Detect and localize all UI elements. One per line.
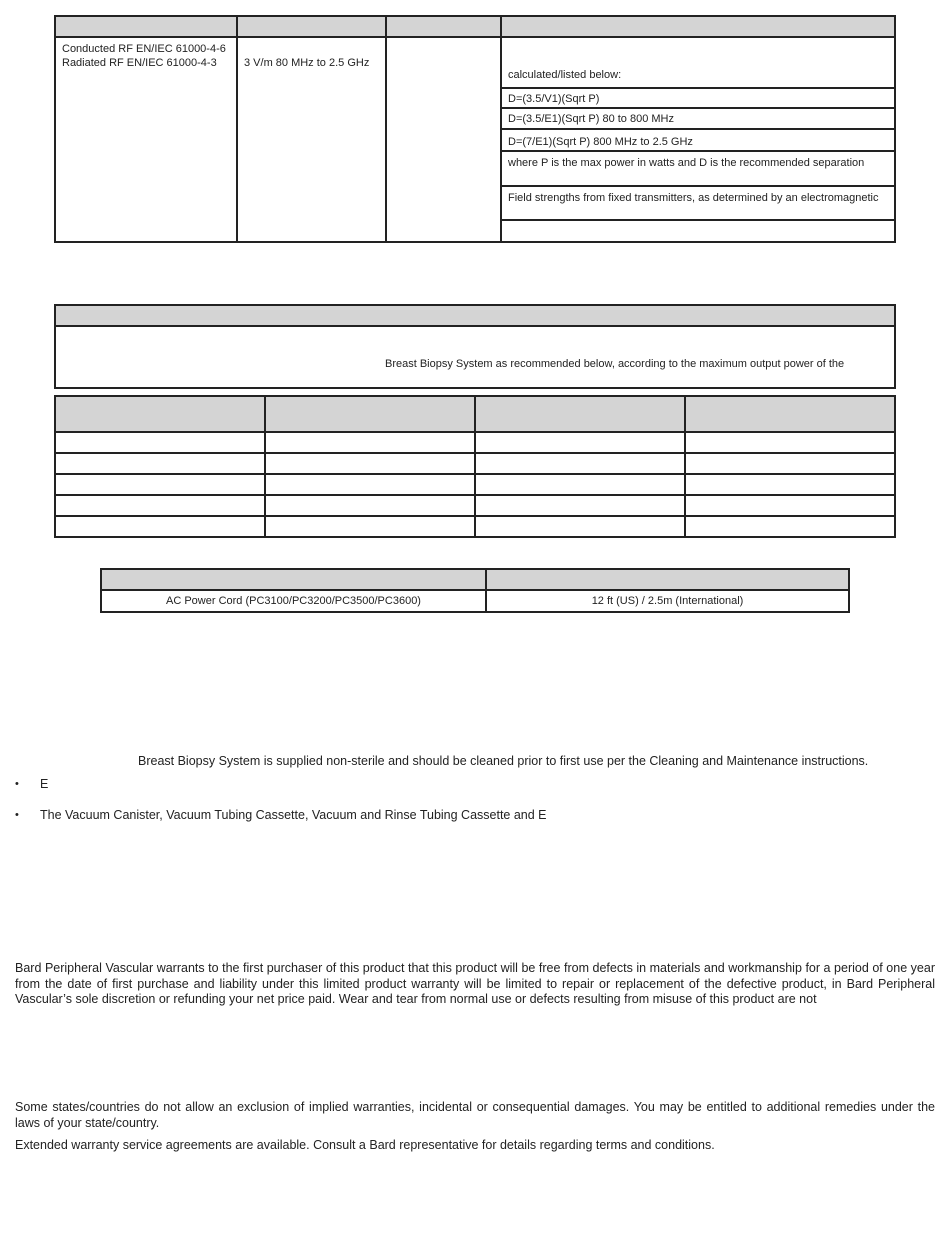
cable-name-cell — [100, 589, 487, 613]
emc-guidance-line: D=(7/E1)(Sqrt P) 800 MHz to 2.5 GHz — [508, 136, 693, 148]
emc-test-level-cell — [236, 36, 387, 243]
bullet-icon: • — [15, 809, 19, 821]
emc-guidance-line: calculated/listed below: — [508, 69, 622, 81]
bullet-icon: • — [15, 778, 19, 790]
emc-guidance-cell — [500, 107, 896, 130]
separation-col-header — [684, 395, 896, 433]
separation-col-header — [264, 395, 476, 433]
emc-guidance-cell — [500, 185, 896, 221]
emc-guidance-line: Field strengths from fixed transmitters, as determined by an electromagnetic — [508, 192, 879, 204]
cable-col-header — [100, 568, 487, 591]
column-divider — [474, 431, 476, 538]
emc-compliance-cell — [385, 36, 502, 243]
emc-standard-radiated: Radiated RF EN/IEC 61000-4-3 — [62, 57, 217, 69]
cable-col-header — [485, 568, 850, 591]
emc-guidance-cell — [500, 150, 896, 187]
emc-header-cell — [500, 15, 896, 38]
emc-guidance-cell — [500, 87, 896, 109]
column-divider — [684, 431, 686, 538]
bullet-text: The Vacuum Canister, Vacuum Tubing Cassette, Vacuum and Rinse Tubing Cassette and E — [40, 808, 547, 822]
column-divider — [264, 431, 266, 538]
emc-standard-conducted: Conducted RF EN/IEC 61000-4-6 — [62, 43, 226, 55]
separation-intro-box — [54, 325, 896, 389]
warranty-paragraph: Some states/countries do not allow an exclusion of implied warranties, incidental or consequential damages. You may be entitled to additional remedies under the laws of your state/country. — [15, 1100, 935, 1130]
separation-col-header — [54, 395, 266, 433]
cable-length-cell — [485, 589, 850, 613]
emc-header-cell — [385, 15, 502, 38]
warranty-paragraph: Extended warranty service agreements are available. Consult a Bard representative for details regarding terms and conditions. — [15, 1138, 715, 1152]
supply-text: Breast Biopsy System is supplied non-sterile and should be cleaned prior to first use per the Cleaning and Maintenance instructions. — [138, 754, 869, 768]
separation-header — [54, 304, 896, 327]
emc-guidance-line: D=(3.5/V1)(Sqrt P) — [508, 93, 600, 105]
emc-guidance-cell — [500, 219, 896, 243]
emc-guidance-line: D=(3.5/E1)(Sqrt P) 80 to 800 MHz — [508, 113, 674, 125]
cable-name: AC Power Cord (PC3100/PC3200/PC3500/PC3600) — [166, 595, 421, 607]
emc-test-level: 3 V/m 80 MHz to 2.5 GHz — [244, 57, 370, 69]
emc-header-cell — [236, 15, 387, 38]
emc-guidance-line: where P is the max power in watts and D is the recommended separation — [508, 157, 865, 169]
separation-col-header — [474, 395, 686, 433]
emc-standard-cell — [54, 36, 238, 243]
emc-header-cell — [54, 15, 238, 38]
separation-intro-text: Breast Biopsy System as recommended below, according to the maximum output power of the — [385, 358, 845, 370]
bullet-text: E — [40, 777, 49, 791]
warranty-paragraph: Bard Peripheral Vascular warrants to the first purchaser of this product that this product will be free from defects in materials and workmanship for a period of one year from the date of first purchase and liability under this limited product warranty will be limited to repair or replacement of the defective product, in Bard Peripheral Vascular’s sole discretion or refunding your net price paid. Wear and tear from normal use or defects resulting from misuse of this product are not — [15, 961, 935, 1006]
emc-guidance-cell — [500, 36, 896, 89]
emc-guidance-cell — [500, 128, 896, 152]
cable-length: 12 ft (US) / 2.5m (International) — [591, 595, 744, 607]
